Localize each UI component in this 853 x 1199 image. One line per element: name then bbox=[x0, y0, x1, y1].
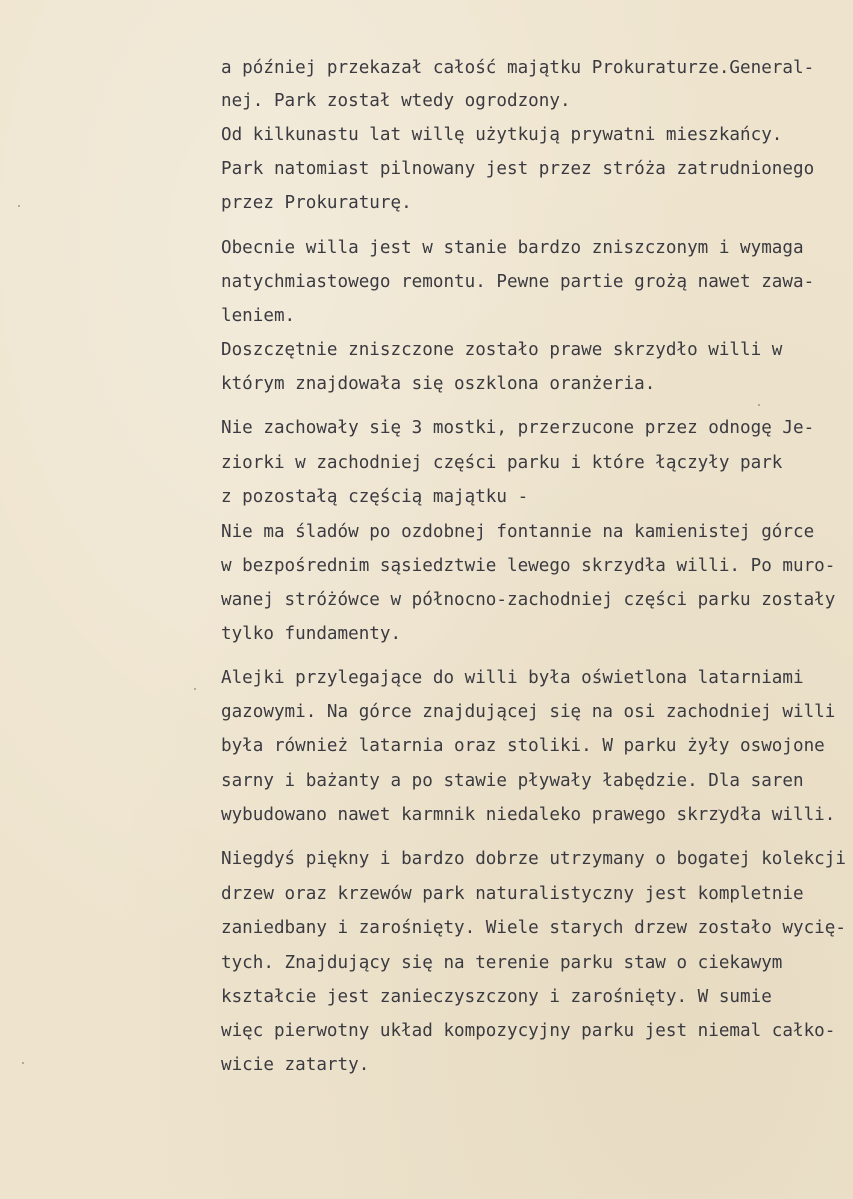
text-line-5: przez Prokuraturę. bbox=[221, 193, 412, 213]
text-line-24: drzew oraz krzewów park naturalistyczny jest kompletnie bbox=[221, 884, 804, 904]
text-line-6: Obecnie willa jest w stanie bardzo zniszczonym i wymaga bbox=[221, 238, 804, 258]
text-line-17: tylko fundamenty. bbox=[221, 624, 402, 644]
text-line-22: wybudowano nawet karmnik niedaleko prawego skrzydła willi. bbox=[221, 805, 836, 825]
text-line-29: wicie zatarty. bbox=[221, 1055, 370, 1075]
text-line-21: sarny i bażanty a po stawie pływały łabędzie. Dla saren bbox=[221, 771, 804, 791]
text-line-9: Doszczętnie zniszczone zostało prawe skrzydło willi w bbox=[221, 340, 783, 360]
text-line-1 bbox=[221, 60, 814, 78]
text-line-1-content: a później przekazał całość majątku Prokuraturze.General- bbox=[221, 58, 815, 78]
text-line-19: gazowymi. Na górce znajdującej się na osi zachodniej willi bbox=[221, 702, 836, 722]
text-line-3: Od kilkunastu lat willę użytkują prywatni mieszkańcy. bbox=[221, 125, 783, 145]
text-line-14: Nie ma śladów po ozdobnej fontannie na kamienistej górce bbox=[221, 522, 815, 542]
text-line-23: Niegdyś piękny i bardzo dobrze utrzymany o bogatej kolekcji bbox=[221, 849, 846, 869]
text-line-13: z pozostałą częścią majątku - bbox=[221, 487, 529, 507]
text-line-15: w bezpośrednim sąsiedztwie lewego skrzydła willi. Po muro- bbox=[221, 556, 836, 576]
text-line-10: którym znajdowała się oszklona oranżeria. bbox=[221, 374, 656, 394]
text-line-28: więc pierwotny układ kompozycyjny parku jest niemal całko- bbox=[221, 1021, 836, 1041]
text-line-26: tych. Znajdujący się na terenie parku staw o ciekawym bbox=[221, 953, 783, 973]
text-line-11: Nie zachowały się 3 mostki, przerzucone przez odnogę Je- bbox=[221, 418, 815, 438]
text-line-27: kształcie jest zanieczyszczony i zarośnięty. W sumie bbox=[221, 987, 772, 1007]
text-line-4: Park natomiast pilnowany jest przez stróża zatrudnionego bbox=[221, 159, 815, 179]
text-line-16: wanej stróżówce w północno-zachodniej części parku zostały bbox=[221, 590, 836, 610]
text-line-7: natychmiastowego remontu. Pewne partie grożą nawet zawa- bbox=[221, 272, 815, 292]
text-line-25: zaniedbany i zarośnięty. Wiele starych drzew zostało wycię- bbox=[221, 918, 846, 938]
text-line-8: leniem. bbox=[221, 306, 296, 326]
text-line-2: nej. Park został wtedy ogrodzony. bbox=[221, 91, 571, 111]
text-line-12: ziorki w zachodniej części parku i które łączyły park bbox=[221, 453, 783, 473]
text-line-20: była również latarnia oraz stoliki. W parku żyły oswojone bbox=[221, 736, 825, 756]
text-line-18: Alejki przylegające do willi była oświetlona latarniami bbox=[221, 668, 804, 688]
